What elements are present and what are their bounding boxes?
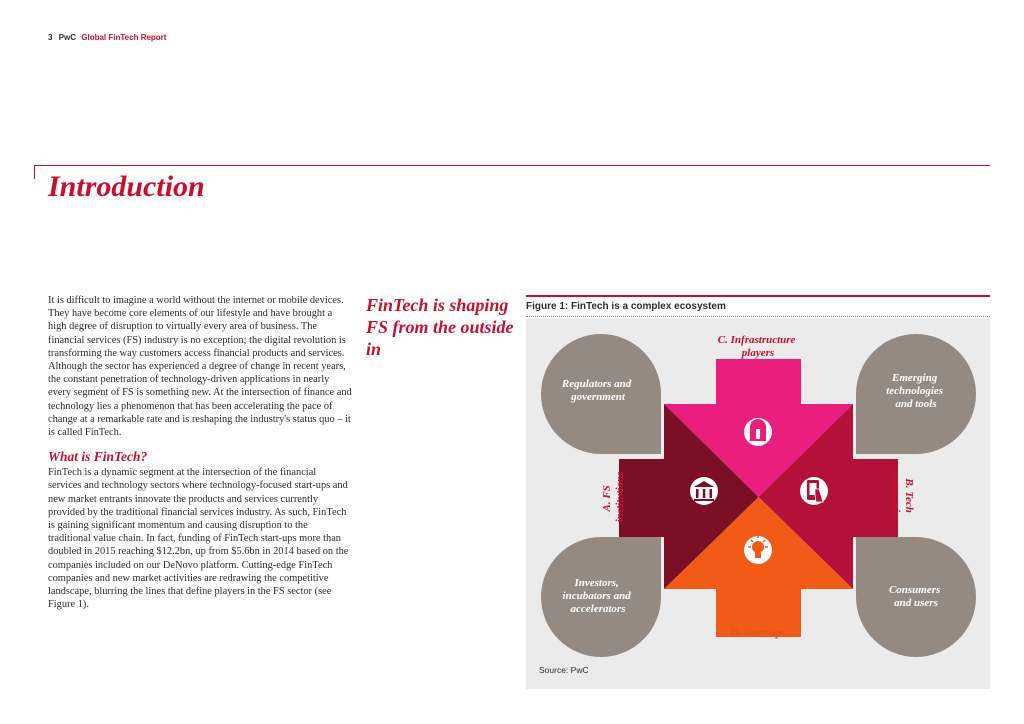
report-title: Global FinTech Report (81, 33, 167, 42)
label-investors-3: accelerators (570, 603, 626, 615)
page-number: 3 (48, 33, 53, 42)
pull-quote: FinTech is shaping FS from the outside in (366, 295, 514, 359)
figure-rule (526, 295, 990, 297)
body-column (48, 294, 352, 611)
svg-text:B. Tech companies (890, 473, 915, 521)
label-fs-1: A. FS (601, 485, 613, 512)
svg-text:C. Infrastructure play (718, 334, 798, 359)
svg-text:Consumers and users (889, 584, 943, 609)
svg-text:Regulators and governm (561, 378, 634, 403)
label-regulators-2: government (571, 391, 625, 403)
label-tech-1: B. Tech (903, 478, 915, 513)
label-consumers-1: Consumers (888, 584, 941, 596)
label-emerging-2: technologies (886, 385, 944, 397)
label-regulators-1: Regulators and (561, 378, 632, 390)
page-title: Introduction (48, 170, 205, 203)
label-investors-2: incubators and (562, 590, 631, 602)
figure-dotted-rule (526, 316, 990, 317)
figure-source: Source: PwC (539, 665, 589, 675)
label-infrastructure-2: players (741, 347, 775, 359)
infrastructure-icon (744, 418, 772, 446)
title-rule-tick (34, 165, 35, 179)
running-header (48, 33, 166, 42)
brand-name: PwC (58, 33, 77, 42)
label-fs-2: institutions (614, 471, 626, 523)
label-emerging-3: and tools (895, 398, 937, 410)
section-paragraph: FinTech is a dynamic segment at the intersection of the financial services and technology sectors where technology-focused start-ups and new market entrants innovate the products and services currently provided by the traditional financial services industry. As such, FinTech is gaining significant momentum and causing disruption to the traditional value chain. In fact, funding of FinTech start-ups more than doubled in 2015 reaching $12.2bn, up from $5.6bn in 2014 based on the companies included on our DeNovo platform. Cutting-edge FinTech companies and new market activities are redrawing the competitive landscape, blurring the lines that define players in the FS sector (see Figure 1). (48, 467, 349, 611)
svg-text:A. FS institutions (601, 472, 626, 523)
intro-paragraph: It is difficult to imagine a world without the internet or mobile devices. They have become core elements of our lifestyle and have brought a high degree of disruption to virtually every area of business. The financial services (FS) industry is no exception; the digital revolution is transforming the way customers access financial products and services. Although the sector has experienced a degree of change in recent years, the constant penetration of technology-driven applications in nearly every segment of FS is something new. At the intersection of finance and technology lies a phenomenon that has been accelerating the pace of change at a remarkable rate and is reshaping the industry's status quo – it is called FinTech. (48, 295, 352, 439)
tech-company-icon (800, 477, 828, 505)
title-rule (34, 165, 990, 166)
ecosystem-diagram (526, 319, 990, 689)
label-infrastructure-1: C. Infrastructure (717, 334, 796, 346)
label-consumers-2: and users (894, 597, 938, 609)
label-startups: D. Start-ups (730, 627, 786, 639)
figure-panel (526, 319, 990, 689)
figure-title: Figure 1: FinTech is a complex ecosystem (526, 301, 726, 312)
section-heading: What is FinTech? (48, 449, 148, 465)
figure (526, 295, 990, 689)
label-tech-2: companies (890, 472, 902, 522)
label-investors-1: Investors, (574, 577, 619, 589)
bank-icon (690, 477, 718, 505)
label-emerging-1: Emerging (892, 372, 938, 384)
